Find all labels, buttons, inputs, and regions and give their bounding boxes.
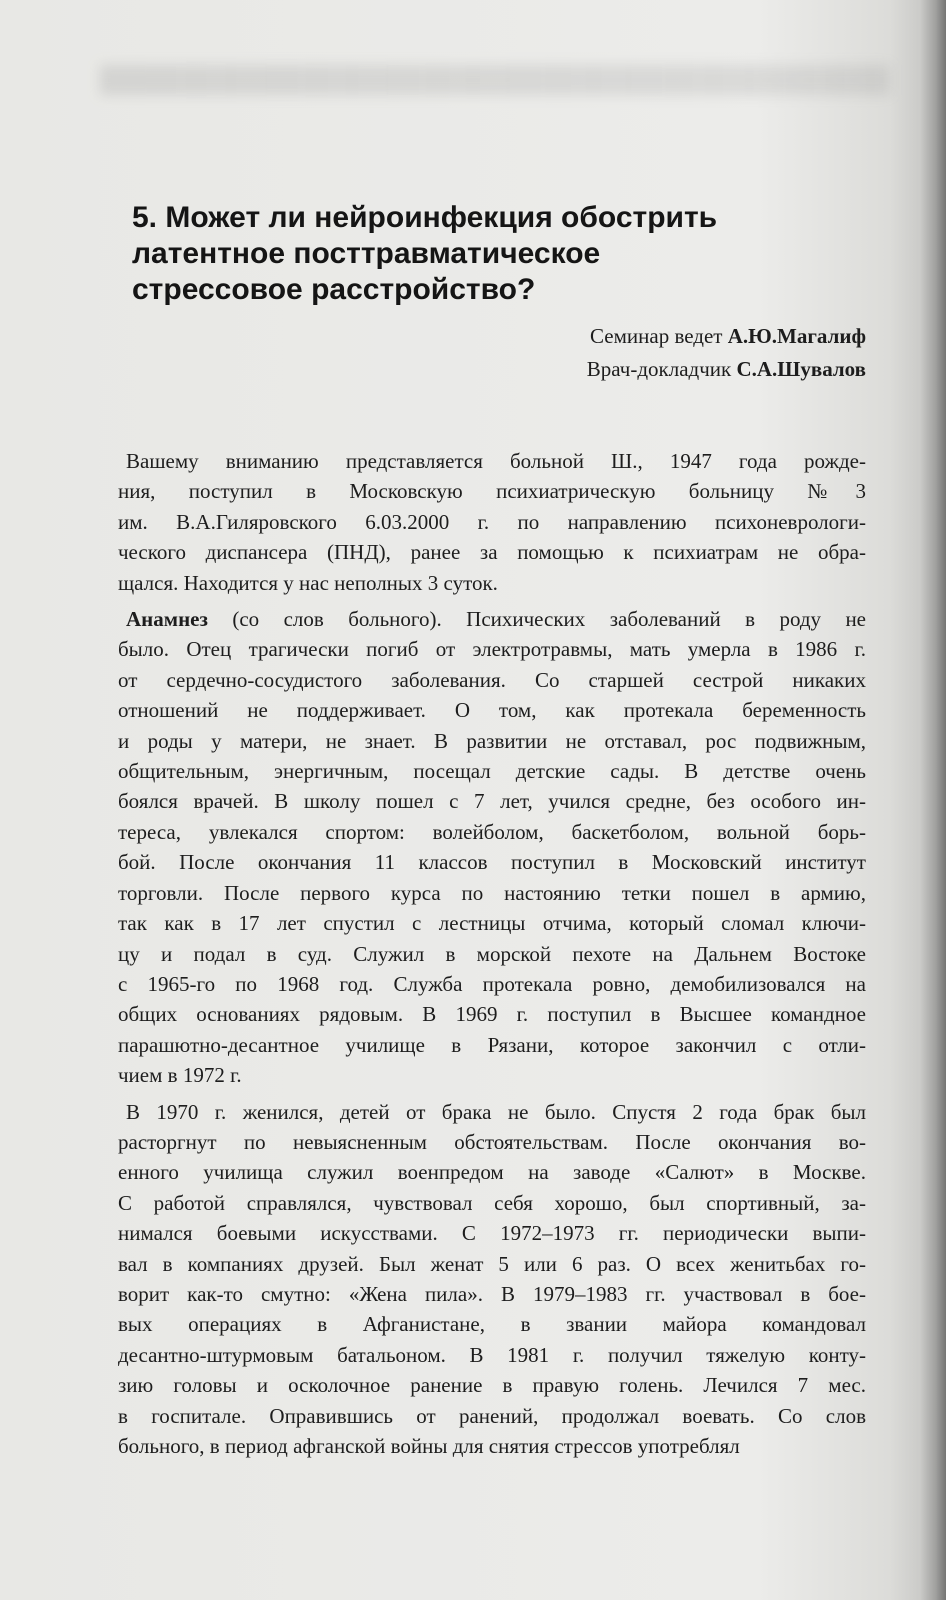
text-line: им. В.А.Гиляровского 6.03.2000 г. по направлению психоневрологи-	[118, 509, 866, 534]
text-line: общительным, энергичным, посещал детские сады. В детстве очень	[118, 759, 866, 784]
article-body	[118, 446, 866, 1461]
text-line: больного, в период афганской войны для снятия стрессов употреблял	[118, 1434, 740, 1458]
text-line: отношений не поддерживает. О том, как протекала беременность	[118, 698, 866, 723]
text-line: В 1970 г. женился, детей от брака не было. Спустя 2 года брак был	[126, 1099, 866, 1124]
text-line: в госпитале. Оправившись от ранений, продолжал воевать. Со слов	[118, 1403, 866, 1428]
text-line: и роды у матери, не знает. В развитии не отставал, рос подвижным,	[118, 728, 866, 753]
paragraph	[118, 446, 866, 598]
text-line: щался. Находится у нас неполных 3 суток.	[118, 570, 498, 595]
title-line: 5. Может ли нейроинфекция обострить	[132, 201, 718, 234]
paragraph	[118, 604, 866, 1091]
text-line: цу и подал в суд. Служил в морской пехоте на Дальнем Востоке	[118, 941, 866, 966]
text-line: парашютно-десантное училище в Рязани, которое закончил с отли-	[118, 1032, 866, 1057]
text-line: вал в компаниях друзей. Был женат 5 или 6 раз. О всех женитьбах го-	[118, 1251, 866, 1276]
text-line: с 1965-го по 1968 год. Служба протекала ровно, демобилизовался на	[118, 971, 866, 996]
text-line: чием в 1972 г.	[118, 1063, 242, 1088]
text-line: десантно-штурмовым батальоном. В 1981 г. получил тяжелую конту-	[118, 1342, 866, 1367]
page-content	[118, 200, 866, 1467]
text-line: енного училища служил военпредом на заводе «Салют» в Москве.	[118, 1160, 866, 1185]
page-edge-shadow	[920, 0, 946, 1600]
text-line: так как в 17 лет спустил с лестницы отчима, который сломал ключи-	[118, 911, 866, 936]
text-line: ческого диспансера (ПНД), ранее за помощью к психиатрам не обра-	[118, 540, 866, 565]
text-line: ворит как-то смутно: «Жена пила». В 1979–1983 гг. участвовал в бое-	[118, 1281, 866, 1306]
text-line: Анамнез (со слов больного). Психических заболеваний в роду не	[126, 607, 866, 632]
author-name: С.А.Шувалов	[736, 357, 866, 381]
text-line: Вашему вниманию представляется больной Ш., 1947 года рожде-	[126, 449, 866, 473]
text-line: С работой справлялся, чувствовал себя хорошо, был спортивный, за-	[118, 1190, 866, 1215]
seminar-leader	[126, 320, 866, 353]
text-line: было. Отец трагически погиб от электротравмы, мать умерла в 1986 г.	[118, 637, 866, 662]
text-line: тереса, увлекался спортом: волейболом, баскетболом, вольной борь-	[118, 819, 866, 844]
title-line: латентное посттравматическое	[132, 237, 601, 270]
text-line: нимался боевыми искусствами. С 1972–1973 гг. периодически выпи-	[118, 1221, 866, 1246]
bleed-through-text	[100, 65, 890, 95]
lead-term: Анамнез	[126, 607, 208, 632]
text-line: от сердечно-сосудистого заболевания. Со старшей сестрой никаких	[118, 667, 866, 692]
section-title	[132, 200, 866, 308]
text-line: зию головы и осколочное ранение в правую голень. Лечился 7 мес.	[118, 1373, 866, 1398]
title-line: стрессовое расстройство?	[132, 273, 536, 306]
text-line: торговли. После первого курса по настоянию тетки пошел в армию,	[118, 880, 866, 905]
text-line: расторгнут по невыясненным обстоятельствам. После окончания во-	[118, 1129, 866, 1154]
paragraph	[118, 1097, 866, 1462]
authors-block	[126, 320, 866, 386]
text-line: боялся врачей. В школу пошел с 7 лет, учился средне, без особого ин-	[118, 789, 866, 814]
author-role: Семинар ведет	[590, 324, 723, 348]
author-role: Врач-докладчик	[586, 357, 732, 381]
text-line: общих основаниях рядовым. В 1969 г. поступил в Высшее командное	[118, 1002, 866, 1027]
text-line: вых операциях в Афганистане, в звании майора командовал	[118, 1312, 866, 1337]
author-name: А.Ю.Магалиф	[727, 324, 866, 348]
text-line: ния, поступил в Московскую психиатрическую больницу №3	[118, 479, 866, 504]
reporting-doctor	[126, 353, 866, 386]
text-line: бой. После окончания 11 классов поступил в Московский институт	[118, 850, 866, 875]
